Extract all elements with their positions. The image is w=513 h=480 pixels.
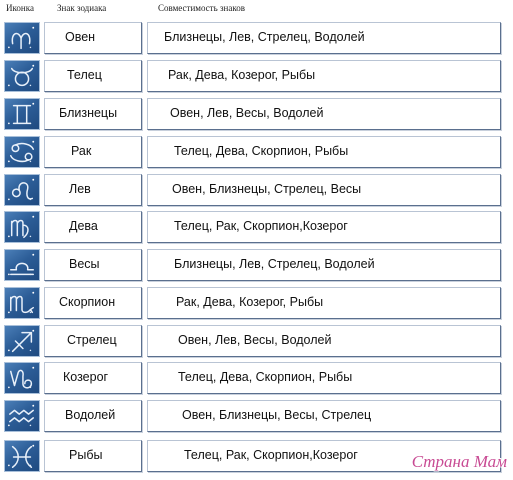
table-row bbox=[4, 98, 504, 130]
compatibility-text: Телец, Рак, Скорпион,Козерог bbox=[184, 448, 358, 462]
sign-name-cell bbox=[44, 400, 142, 432]
compatibility-cell bbox=[147, 362, 501, 394]
table-row bbox=[4, 174, 504, 206]
sign-name: Дева bbox=[69, 219, 98, 233]
sign-name-cell bbox=[44, 287, 142, 319]
table-row bbox=[4, 136, 504, 168]
sign-name-cell bbox=[44, 174, 142, 206]
table-row bbox=[4, 249, 504, 281]
compatibility-cell bbox=[147, 211, 501, 243]
sign-name: Стрелец bbox=[67, 333, 117, 347]
compatibility-text: Телец, Дева, Скорпион, Рыбы bbox=[174, 144, 349, 158]
libra-icon bbox=[4, 249, 40, 281]
sign-name: Овен bbox=[65, 30, 96, 44]
taurus-icon bbox=[4, 60, 40, 92]
sign-name-cell bbox=[44, 249, 142, 281]
table-row bbox=[4, 362, 504, 394]
sign-name-cell bbox=[44, 325, 142, 357]
sign-name: Лев bbox=[69, 182, 91, 196]
sign-name: Козерог bbox=[63, 370, 109, 384]
sagittarius-icon bbox=[4, 325, 40, 357]
sign-name-cell bbox=[44, 98, 142, 130]
sign-name-cell bbox=[44, 22, 142, 54]
gemini-icon bbox=[4, 98, 40, 130]
sign-name-cell bbox=[44, 440, 142, 472]
compatibility-text: Близнецы, Лев, Стрелец, Водолей bbox=[164, 30, 365, 44]
compatibility-cell bbox=[147, 22, 501, 54]
sign-name: Скорпион bbox=[59, 295, 116, 309]
sign-name-cell bbox=[44, 60, 142, 92]
leo-icon bbox=[4, 174, 40, 206]
compatibility-cell bbox=[147, 136, 501, 168]
compatibility-cell bbox=[147, 325, 501, 357]
virgo-icon bbox=[4, 211, 40, 243]
sign-name: Весы bbox=[69, 257, 100, 271]
table-row bbox=[4, 400, 504, 432]
compatibility-text: Овен, Лев, Весы, Водолей bbox=[170, 106, 324, 120]
table-row bbox=[4, 325, 504, 357]
table-row bbox=[4, 287, 504, 319]
compatibility-cell bbox=[147, 287, 501, 319]
sign-name: Рак bbox=[71, 144, 92, 158]
sign-name: Рыбы bbox=[69, 448, 103, 462]
sign-name: Телец bbox=[67, 68, 102, 82]
compatibility-cell bbox=[147, 174, 501, 206]
table-row bbox=[4, 60, 504, 92]
cancer-icon bbox=[4, 136, 40, 168]
compatibility-text: Овен, Близнецы, Весы, Стрелец bbox=[182, 408, 372, 422]
table-row bbox=[4, 211, 504, 243]
capricorn-icon bbox=[4, 362, 40, 394]
sign-name: Водолей bbox=[65, 408, 116, 422]
sign-name-cell bbox=[44, 136, 142, 168]
compatibility-text: Овен, Лев, Весы, Водолей bbox=[178, 333, 332, 347]
sign-name: Близнецы bbox=[59, 106, 118, 120]
compatibility-cell bbox=[147, 249, 501, 281]
watermark: Страна Мам bbox=[411, 452, 507, 471]
compatibility-text: Рак, Дева, Козерог, Рыбы bbox=[168, 68, 316, 82]
compatibility-text: Рак, Дева, Козерог, Рыбы bbox=[176, 295, 324, 309]
header-icon: Иконка bbox=[6, 3, 34, 13]
sign-name-cell bbox=[44, 211, 142, 243]
pisces-icon bbox=[4, 440, 40, 472]
compatibility-cell bbox=[147, 400, 501, 432]
compatibility-text: Близнецы, Лев, Стрелец, Водолей bbox=[174, 257, 375, 271]
header-compat: Совместимость знаков bbox=[158, 3, 245, 13]
compatibility-text: Телец, Рак, Скорпион,Козерог bbox=[174, 219, 348, 233]
aries-icon bbox=[4, 22, 40, 54]
sign-name-cell bbox=[44, 362, 142, 394]
table-row bbox=[4, 22, 504, 54]
scorpio-icon bbox=[4, 287, 40, 319]
header-sign: Знак зодиака bbox=[57, 3, 107, 13]
aquarius-icon bbox=[4, 400, 40, 432]
compatibility-cell bbox=[147, 60, 501, 92]
compatibility-text: Телец, Дева, Скорпион, Рыбы bbox=[178, 370, 353, 384]
compatibility-text: Овен, Близнецы, Стрелец, Весы bbox=[172, 182, 362, 196]
compatibility-cell bbox=[147, 98, 501, 130]
